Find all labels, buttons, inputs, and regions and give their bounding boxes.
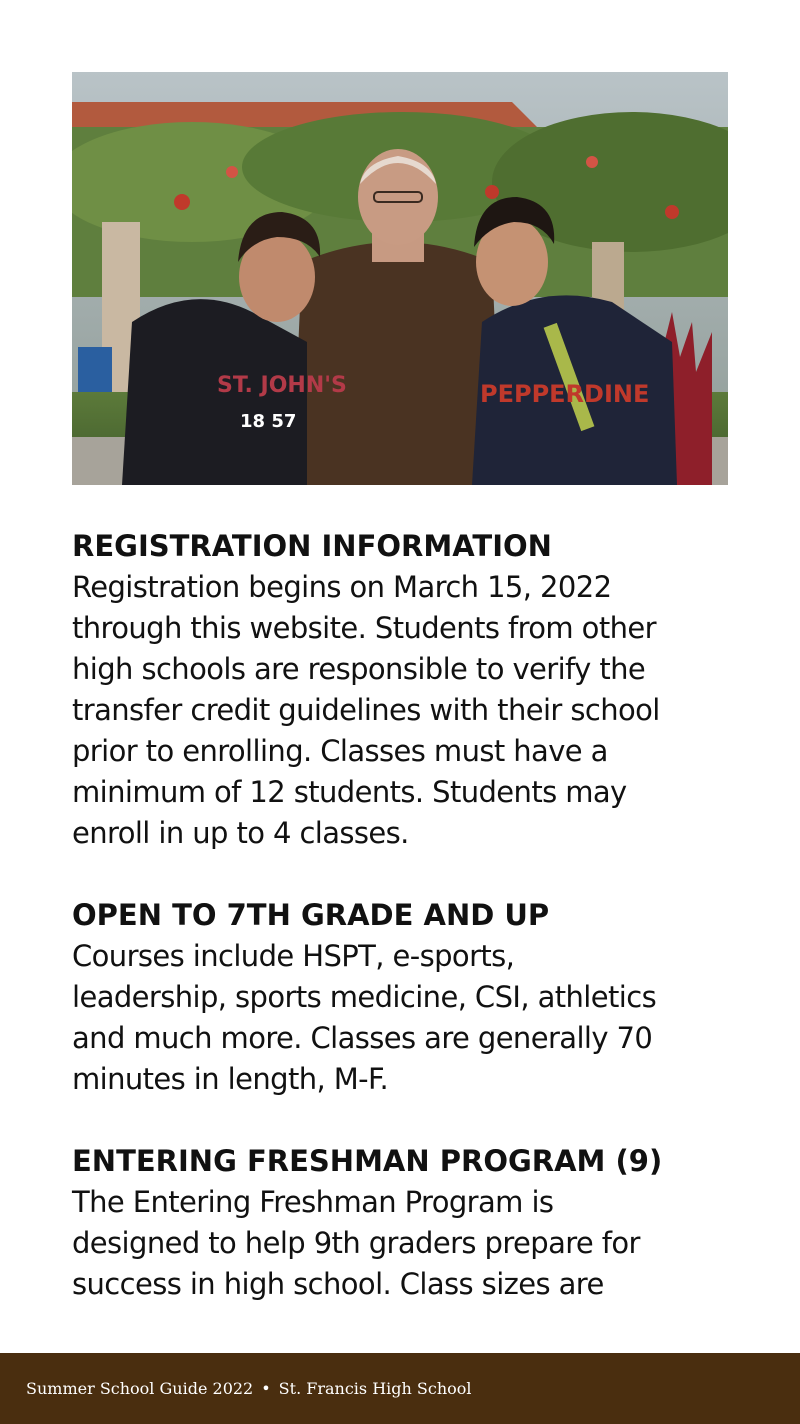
text-line: The Entering Freshman Program is — [72, 1185, 554, 1219]
text-line: Registration begins on March 15, 2022 — [72, 570, 612, 604]
freshman-program-text — [72, 1182, 728, 1305]
text-line: prior to enrolling. Classes must have a — [72, 734, 608, 768]
text-line: enroll in up to 4 classes. — [72, 816, 409, 850]
text-line: designed to help 9th graders prepare for — [72, 1226, 640, 1260]
registration-section — [72, 526, 728, 854]
registration-text — [72, 567, 728, 854]
footer-school-name: St. Francis High School — [278, 1379, 472, 1398]
freshman-program-heading: ENTERING FRESHMAN PROGRAM (9) — [72, 1144, 663, 1178]
photo-illustration — [72, 72, 728, 485]
text-line: and much more. Classes are generally 70 — [72, 1021, 653, 1055]
text-line: transfer credit guidelines with their school — [72, 693, 660, 727]
svg-text:18 57: 18 57 — [240, 411, 297, 432]
text-line: success in high school. Class sizes are — [72, 1267, 604, 1301]
text-line: leadership, sports medicine, CSI, athletics — [72, 980, 657, 1014]
text-line: Courses include HSPT, e-sports, — [72, 939, 515, 973]
freshman-program-section — [72, 1141, 728, 1305]
footer-guide-title: Summer School Guide 2022 — [26, 1379, 254, 1398]
text-line: high schools are responsible to verify the — [72, 652, 646, 686]
text-line: through this website. Students from other — [72, 611, 656, 645]
registration-heading: REGISTRATION INFORMATION — [72, 529, 552, 563]
text-line: minutes in length, M-F. — [72, 1062, 389, 1096]
main-content — [72, 526, 728, 1346]
svg-text:PEPPERDINE: PEPPERDINE — [480, 380, 650, 408]
grade-eligibility-text — [72, 936, 728, 1100]
svg-text:ST. JOHN'S: ST. JOHN'S — [217, 373, 347, 398]
text-line: minimum of 12 students. Students may — [72, 775, 627, 809]
grade-eligibility-section — [72, 895, 728, 1100]
page-footer — [0, 1353, 800, 1424]
hero-photo — [72, 72, 728, 485]
footer-separator: • — [261, 1379, 271, 1398]
grade-eligibility-heading: OPEN TO 7TH GRADE AND UP — [72, 898, 550, 932]
